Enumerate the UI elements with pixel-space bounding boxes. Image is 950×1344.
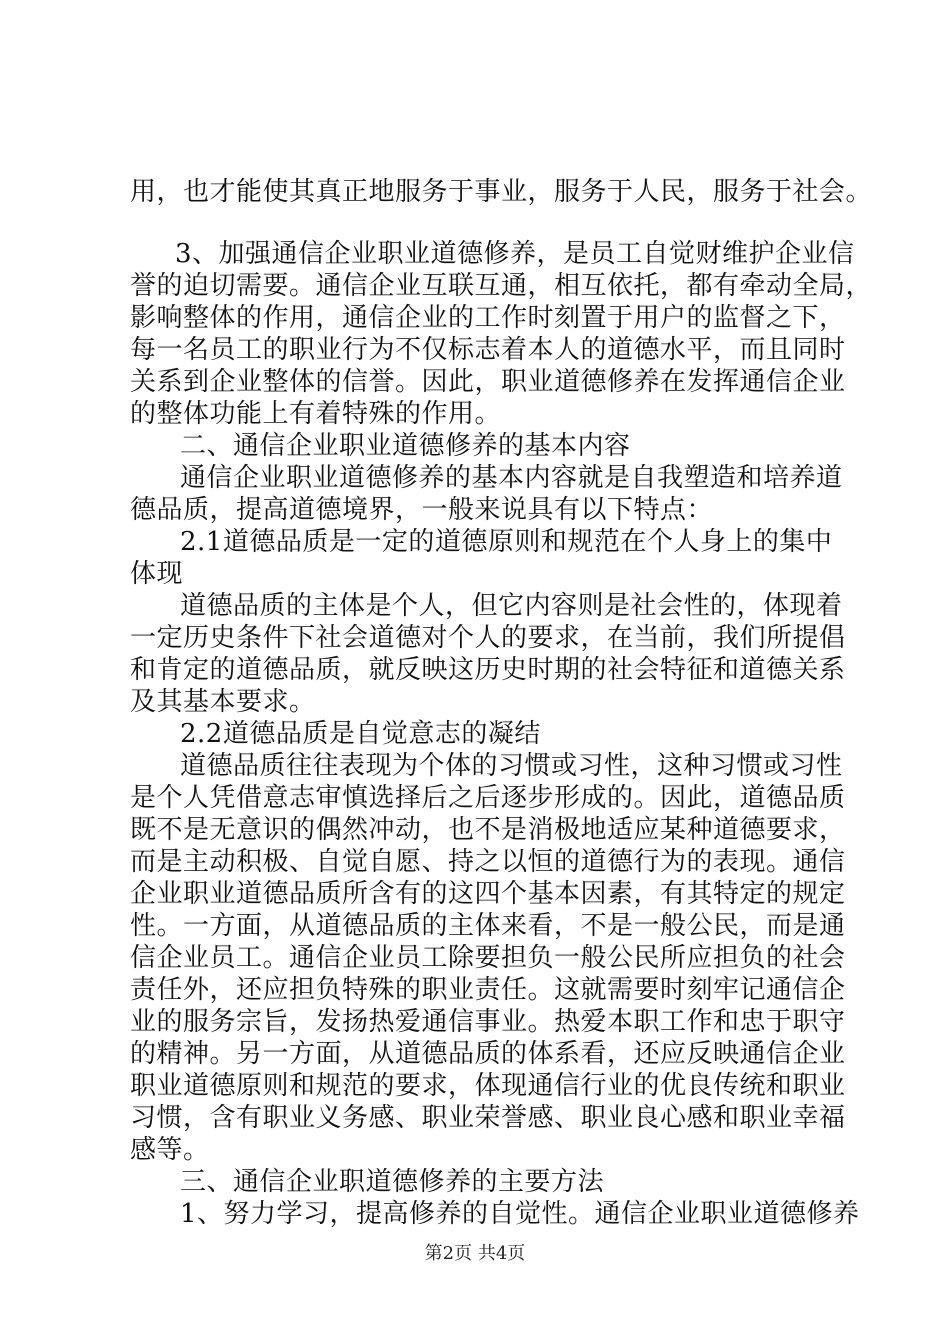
- text-line: 的精神。另一方面，从道德品质的体系看，还应反映通信企业: [130, 1039, 846, 1069]
- text-line: 责任外，还应担负特殊的职业责任。这就需要时刻牢记通信企: [130, 975, 846, 1005]
- subsection-heading-cont: 体现: [130, 559, 184, 589]
- text-line: 道德品质的主体是个人，但它内容则是社会性的，体现着: [180, 591, 843, 621]
- text-line: 的整体功能上有着特殊的作用。: [130, 399, 502, 429]
- page-footer: 第2页 共4页: [424, 1243, 526, 1264]
- text-line: 信企业员工。通信企业员工除要担负一般公民所应担负的社会: [130, 943, 846, 973]
- text-line: 通信企业职业道德修养的基本内容就是自我塑造和培养道: [180, 463, 843, 493]
- text-line: 1、努力学习，提高修养的自觉性。通信企业职业道德修养: [180, 1199, 860, 1229]
- text-line: 道德品质往往表现为个体的习惯或习性，这种习惯或习性: [180, 751, 843, 781]
- text-line: 影响整体的作用，通信企业的工作时刻置于用户的监督之下，: [130, 303, 846, 333]
- text-line: 关系到企业整体的信誉。因此，职业道德修养在发挥通信企业: [130, 367, 846, 397]
- text-line: 和肯定的道德品质，就反映这历史时期的社会特征和道德关系: [130, 655, 846, 685]
- text-line: 一定历史条件下社会道德对个人的要求，在当前，我们所提倡: [130, 623, 846, 653]
- paragraph-3-line: 3、加强通信企业职业道德修养，是员工自觉财维护企业信: [175, 239, 855, 269]
- text-line: 德品质，提高道德境界，一般来说具有以下特点：: [130, 495, 714, 525]
- text-line: 及其基本要求。: [130, 687, 316, 717]
- subsection-heading: 2.2道德品质是自觉意志的凝结: [180, 719, 541, 749]
- text-line: 感等。: [130, 1135, 210, 1165]
- text-line: 职业道德原则和规范的要求，体现通信行业的优良传统和职业: [130, 1071, 846, 1101]
- text-line: 既不是无意识的偶然冲动，也不是消极地适应某种道德要求，: [130, 815, 846, 845]
- text-line: 企业职业道德品质所含有的这四个基本因素，有其特定的规定: [130, 879, 846, 909]
- text-line: 业的服务宗旨，发扬热爱通信事业。热爱本职工作和忠于职守: [130, 1007, 846, 1037]
- text-line: 每一名员工的职业行为不仅标志着本人的道德水平，而且同时: [130, 335, 846, 365]
- subsection-heading: 2.1道德品质是一定的道德原则和规范在个人身上的集中: [180, 527, 833, 557]
- text-line: 习惯，含有职业义务感、职业荣誉感、职业良心感和职业幸福: [130, 1103, 846, 1133]
- text-line: 是个人凭借意志审慎选择后之后逐步形成的。因此，道德品质: [130, 783, 846, 813]
- text-line: 用，也才能使其真正地服务于事业，服务于人民，服务于社会。: [130, 177, 873, 207]
- section-heading: 三、通信企业职道德修养的主要方法: [180, 1167, 605, 1197]
- text-line: 而是主动积极、自觉自愿、持之以恒的道德行为的表现。通信: [130, 847, 846, 877]
- text-line: 誉的迫切需要。通信企业互联互通，相互依托，都有牵动全局，: [130, 271, 873, 301]
- section-heading: 二、通信企业职业道德修养的基本内容: [180, 431, 631, 461]
- text-line: 性。一方面，从道德品质的主体来看，不是一般公民，而是通: [130, 911, 846, 941]
